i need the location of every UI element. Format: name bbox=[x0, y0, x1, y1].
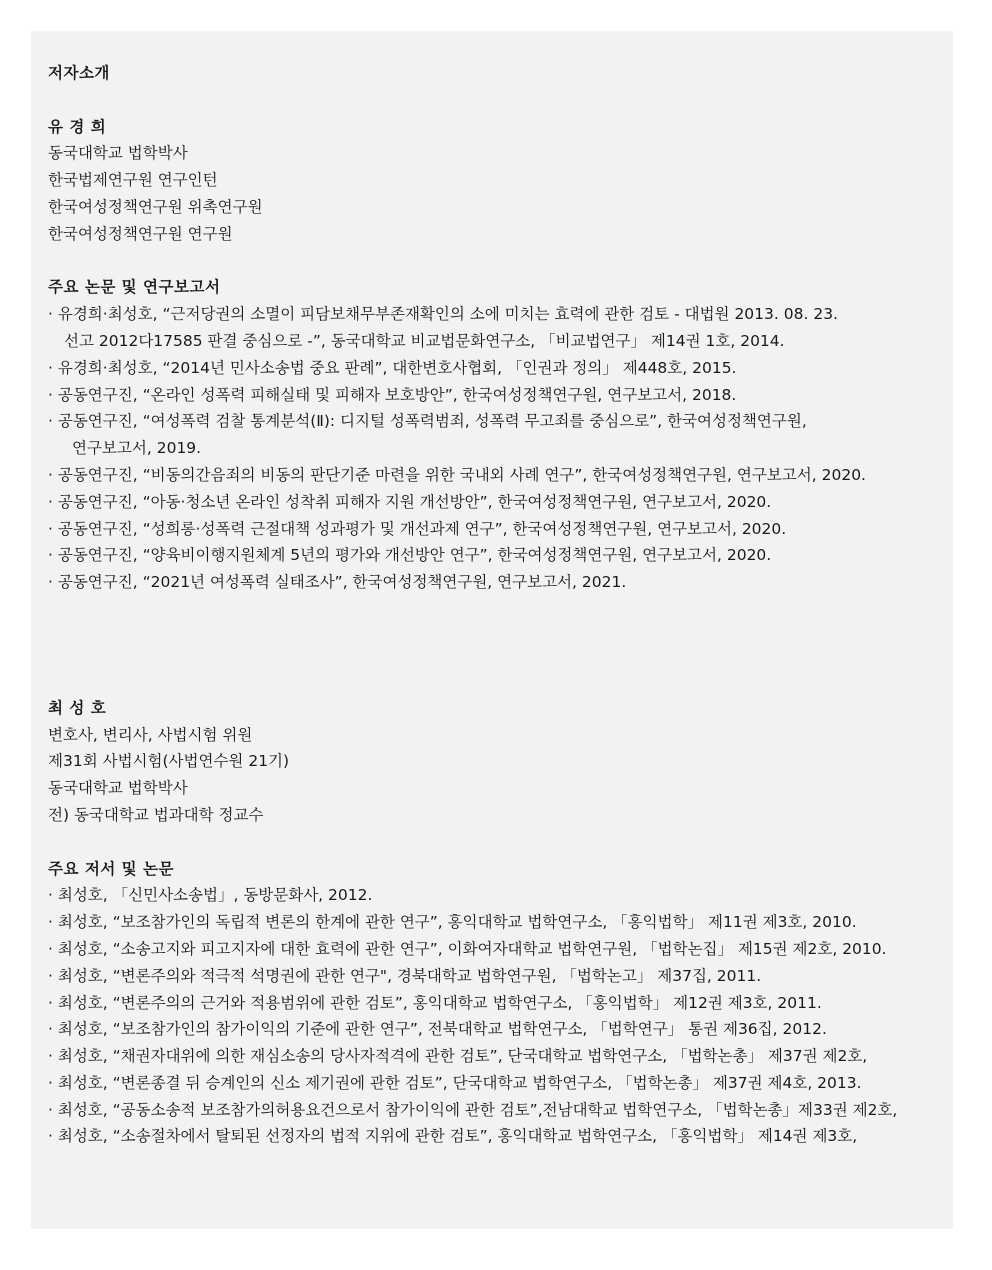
author1-bio-line: 한국여성정책연구원 위촉연구원 bbox=[48, 197, 263, 216]
author2-bio-line: 전) 동국대학교 법과대학 정교수 bbox=[48, 805, 264, 824]
author2-pubs-list bbox=[48, 882, 948, 1150]
section-title: 저자소개 bbox=[48, 64, 110, 82]
pub-entry: · 유경희·최성호, “근저당권의 소멸이 피담보채무부존재확인의 소에 미치는 효력에 관한 검토 - 대법원 2013. 08. 23. bbox=[48, 305, 838, 324]
pub-entry: · 유경희·최성호, “2014년 민사소송법 중요 판례”, 대한변호사협회, 「인권과 정의」 제448호, 2015. bbox=[48, 358, 737, 377]
pub-entry: · 최성호, “공동소송적 보조참가의허용요건으로서 참가이익에 관한 검토”,전남대학교 법학연구소, 「법학논총」제33권 제2호, bbox=[48, 1100, 898, 1119]
author-intro bbox=[48, 60, 948, 1150]
pub-entry: · 공동연구진, “여성폭력 검찰 통계분석(Ⅱ): 디지털 성폭력범죄, 성폭력 무고죄를 중심으로”, 한국여성정책연구원, bbox=[48, 412, 807, 431]
pub-entry: · 공동연구진, “성희롱·성폭력 근절대책 성과평가 및 개선과제 연구”, 한국여성정책연구원, 연구보고서, 2020. bbox=[48, 519, 787, 538]
author1-bio-line: 동국대학교 법학박사 bbox=[48, 144, 188, 163]
author1-bio-line: 한국법제연구원 연구인턴 bbox=[48, 171, 218, 190]
author2-pubs-heading: 주요 저서 및 논문 bbox=[48, 859, 175, 878]
author2-bio-line: 동국대학교 법학박사 bbox=[48, 779, 188, 798]
author1-pubs-list bbox=[48, 301, 948, 596]
pub-entry: · 최성호, “보조참가인의 독립적 변론의 한계에 관한 연구”, 홍익대학교 법학연구소, 「홍익법학」 제11권 제3호, 2010. bbox=[48, 913, 857, 932]
pub-entry: · 공동연구진, “온라인 성폭력 피해실태 및 피해자 보호방안”, 한국여성정책연구원, 연구보고서, 2018. bbox=[48, 385, 737, 404]
pub-entry: · 공동연구진, “양육비이행지원체계 5년의 평가와 개선방안 연구”, 한국여성정책연구원, 연구보고서, 2020. bbox=[48, 546, 772, 565]
pub-entry: · 최성호, “소송고지와 피고지자에 대한 효력에 관한 연구”, 이화여자대학교 법학연구원, 「법학논집」 제15권 제2호, 2010. bbox=[48, 939, 887, 958]
pub-entry: · 최성호, “보조참가인의 참가이익의 기준에 관한 연구”, 전북대학교 법학연구소, 「법학연구」 통권 제36집, 2012. bbox=[48, 1020, 827, 1039]
pub-entry: · 공동연구진, “비동의간음죄의 비동의 판단기준 마련을 위한 국내외 사례 연구”, 한국여성정책연구원, 연구보고서, 2020. bbox=[48, 465, 866, 484]
pub-entry-continued: 연구보고서, 2019. bbox=[72, 439, 202, 458]
pub-entry: · 최성호, “변론주의의 근거와 적용범위에 관한 검토”, 홍익대학교 법학연구소, 「홍익법학」 제12권 제3호, 2011. bbox=[48, 993, 822, 1012]
author1-pubs-heading: 주요 논문 및 연구보고서 bbox=[48, 278, 221, 297]
pub-entry: · 공동연구진, “아동·청소년 온라인 성착취 피해자 지원 개선방안”, 한국여성정책연구원, 연구보고서, 2020. bbox=[48, 492, 772, 511]
pub-entry: · 공동연구진, “2021년 여성폭력 실태조사”, 한국여성정책연구원, 연구보고서, 2021. bbox=[48, 573, 627, 592]
author2-bio-line: 변호사, 변리사, 사법시험 위원 bbox=[48, 725, 253, 744]
author1-bio-line: 한국여성정책연구원 연구원 bbox=[48, 224, 233, 243]
pub-entry: · 최성호, “변론종결 뒤 승계인의 신소 제기권에 관한 검토”, 단국대학교 법학연구소, 「법학논총」 제37권 제4호, 2013. bbox=[48, 1073, 862, 1092]
author2-name: 최 성 호 bbox=[48, 698, 107, 717]
pub-entry-continued: 선고 2012다17585 판결 중심으로 -”, 동국대학교 비교법문화연구소, 「비교법연구」 제14권 1호, 2014. bbox=[64, 331, 785, 350]
pub-entry: · 최성호, “채권자대위에 의한 재심소송의 당사자적격에 관한 검토”, 단국대학교 법학연구소, 「법학논총」 제37권 제2호, bbox=[48, 1047, 868, 1066]
pub-entry: · 최성호, 「신민사소송법」, 동방문화사, 2012. bbox=[48, 886, 373, 905]
pub-entry: · 최성호, “변론주의와 적극적 석명권에 관한 연구", 경북대학교 법학연구원, 「법학논고」 제37집, 2011. bbox=[48, 966, 762, 985]
pub-entry: · 최성호, “소송절차에서 탈퇴된 선정자의 법적 지위에 관한 검토”, 홍익대학교 법학연구소, 「홍익법학」 제14권 제3호, bbox=[48, 1127, 858, 1146]
author2-bio-line: 제31회 사법시험(사법연수원 21기) bbox=[48, 752, 290, 771]
author1-name: 유 경 희 bbox=[48, 117, 107, 136]
